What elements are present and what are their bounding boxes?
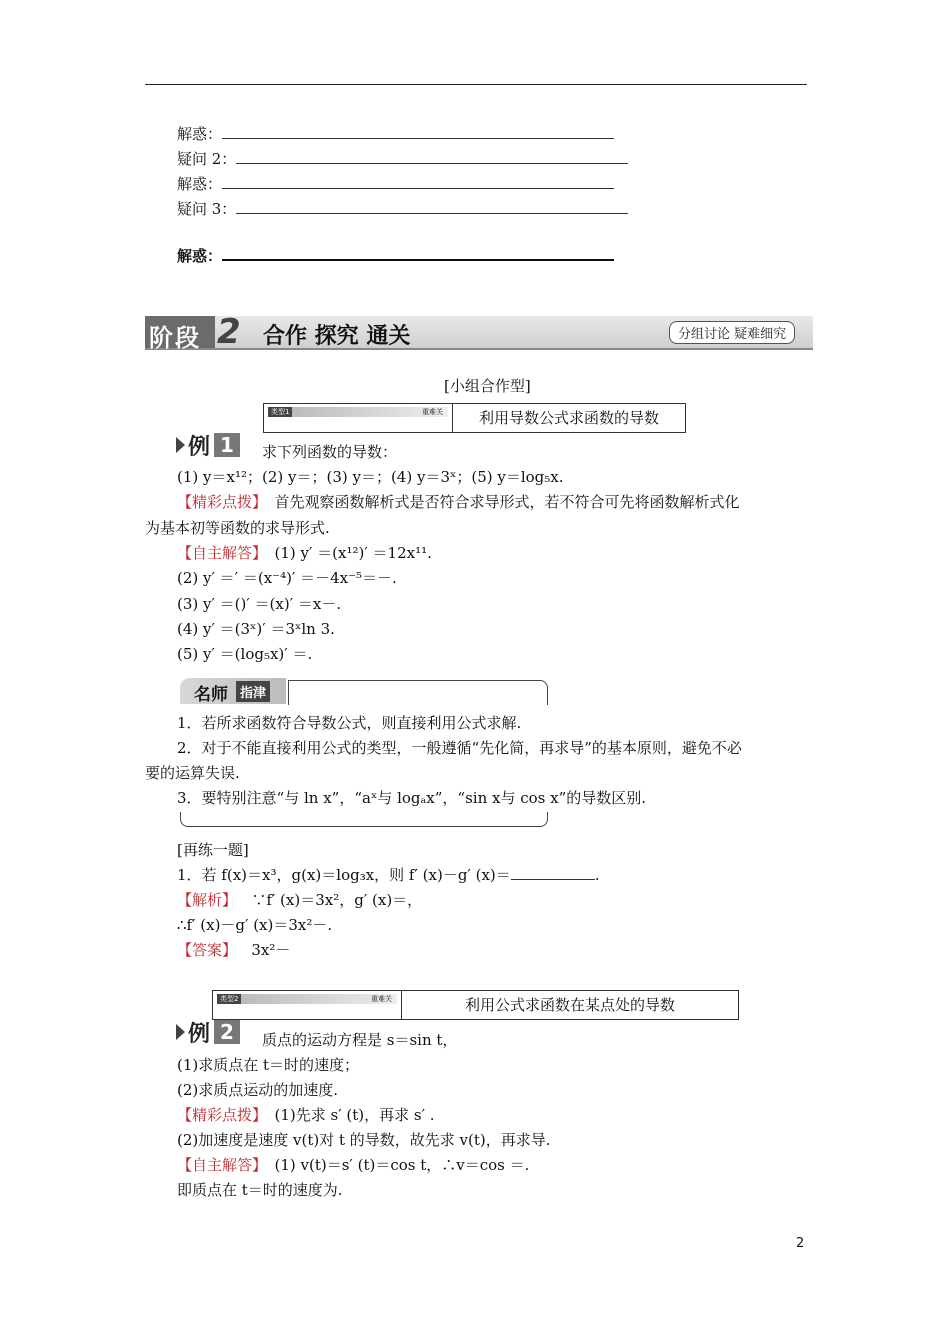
example-triangle-icon [176, 437, 185, 453]
text-line: 2．对于不能直接利用公式的类型，一般遵循“先化简，再求导”的基本原则，避免不必 [177, 739, 742, 757]
note-row [177, 199, 628, 219]
text-line: (2)加速度是速度 v(t)对 t 的导数，故先求 v(t)，再求导. [177, 1131, 551, 1149]
example-triangle-icon [176, 1024, 185, 1040]
header-rule [145, 84, 807, 85]
type2-tag: 类型2 [217, 994, 397, 1004]
note-label: 疑问 2： [177, 150, 237, 168]
practice-question-text: 1．若 f(x)＝x³，g(x)＝log₃x，则 f′ (x)－g′ (x)＝ [177, 866, 511, 884]
stage-number: 2 [217, 312, 241, 352]
stage-prefix: 阶段 [149, 324, 201, 352]
note-blank[interactable] [222, 174, 614, 189]
note-blank[interactable] [236, 149, 628, 164]
teacher-header-tag: 指津 [236, 681, 270, 702]
text-line: (2) y′ ＝′ ＝(x⁻⁴)′ ＝－4x⁻⁵＝－. [177, 569, 397, 588]
example2-badge [176, 1019, 240, 1045]
teacher-header: 名师 [194, 685, 228, 705]
type2-mark: 重难关 [371, 995, 392, 1003]
type1-box [263, 403, 686, 433]
practice-therefore: ∴f′ (x)－g′ (x)＝3x²－. [177, 916, 333, 934]
practice-answer [177, 940, 290, 960]
text-line [177, 492, 740, 512]
note-row [177, 245, 614, 266]
note-label: 解惑： [177, 175, 223, 193]
section-text: (1)先求 s′ (t)，再求 s′ . [259, 1106, 435, 1124]
practice-analysis [177, 890, 422, 910]
example2-word: 例 [188, 1021, 211, 1047]
practice-question: 1．若 f(x)＝x³，g(x)＝log₃x，则 f′ (x)－g′ (x)＝ . [177, 866, 600, 884]
type1-title: 利用导数公式求函数的导数 [452, 404, 685, 432]
type1-mark: 重难关 [422, 408, 443, 416]
text-line: 即质点在 t＝时的速度为. [177, 1181, 343, 1199]
page-number: 2 [796, 1236, 805, 1251]
text-line: 要的运算失误. [145, 764, 240, 782]
answer-label: 【答案】 [177, 941, 238, 959]
section-text: 首先观察函数解析式是否符合求导形式，若不符合可先将函数解析式化 [259, 493, 740, 512]
teacher-box-top [180, 678, 548, 704]
example1-number: 1 [214, 433, 240, 457]
note-label: 疑问 3： [177, 200, 237, 218]
stage-right-tag: 分组讨论 疑难细究 [669, 321, 795, 344]
example2-question: 质点的运动方程是 s＝sin t， [262, 1031, 458, 1049]
example1-word: 例 [188, 434, 211, 460]
example2-number: 2 [214, 1020, 240, 1044]
answer-text: 3x²－ [251, 941, 291, 959]
note-row [177, 124, 614, 144]
section-label: 【自主解答】 [177, 543, 260, 562]
type1-tag: 类型1 [268, 407, 448, 417]
section-text: (1) v(t)＝s′ (t)＝cos t，∴v＝cos ＝. [259, 1156, 530, 1174]
note-row [177, 174, 614, 194]
text-line: (4) y′ ＝(3ˣ)′ ＝3ˣln 3. [177, 619, 335, 638]
note-row [177, 149, 628, 169]
section-label: 【精彩点拨】 [177, 1106, 260, 1124]
note-label: 解惑： [177, 247, 223, 265]
note-blank[interactable] [222, 124, 614, 139]
text-line: 3．要特别注意“与 ln x”，“aˣ与 logₐx”，“sin x与 cos x”的导数区别. [177, 789, 647, 807]
practice-header: [再练一题] [177, 841, 249, 859]
example1-badge [176, 432, 240, 458]
text-line: 1．若所求函数符合导数公式，则直接利用公式求解. [177, 714, 522, 732]
teacher-box-bottom [180, 812, 548, 827]
example1-question: 求下列函数的导数： [262, 443, 398, 461]
type2-box [212, 990, 739, 1020]
text-line: (2)求质点运动的加速度. [177, 1081, 339, 1099]
text-line: (3) y′ ＝()′ ＝(x)′ ＝x－. [177, 594, 342, 613]
section-label: 【精彩点拨】 [177, 493, 260, 512]
note-blank[interactable] [236, 199, 628, 214]
note-blank[interactable] [222, 245, 614, 261]
analysis-text: ∵f′ (x)＝3x²，g′ (x)＝， [251, 891, 423, 909]
analysis-label: 【解析】 [177, 891, 238, 909]
text-line [177, 1155, 529, 1175]
stage-banner [145, 312, 813, 352]
text-line: 为基本初等函数的求导形式. [145, 518, 330, 537]
text-line [177, 1105, 435, 1125]
text-line: (5) y′ ＝(log₅x)′ ＝. [177, 645, 313, 664]
text-line: (1)求质点在 t＝时的速度； [177, 1056, 360, 1074]
stage-title: 合作 探究 通关 [263, 324, 411, 349]
type2-title: 利用公式求函数在某点处的导数 [401, 991, 738, 1019]
section-label: 【自主解答】 [177, 1156, 260, 1174]
section-text: (1) y′ ＝(x¹²)′ ＝12x¹¹. [259, 543, 432, 562]
answer-blank[interactable] [511, 865, 595, 880]
text-line [177, 543, 432, 563]
text-line: (1) y＝x¹²；(2) y＝；(3) y＝；(4) y＝3ˣ；(5) y＝log₅x. [177, 468, 564, 486]
group-label: [小组合作型] [444, 377, 531, 395]
note-label: 解惑： [177, 125, 223, 143]
